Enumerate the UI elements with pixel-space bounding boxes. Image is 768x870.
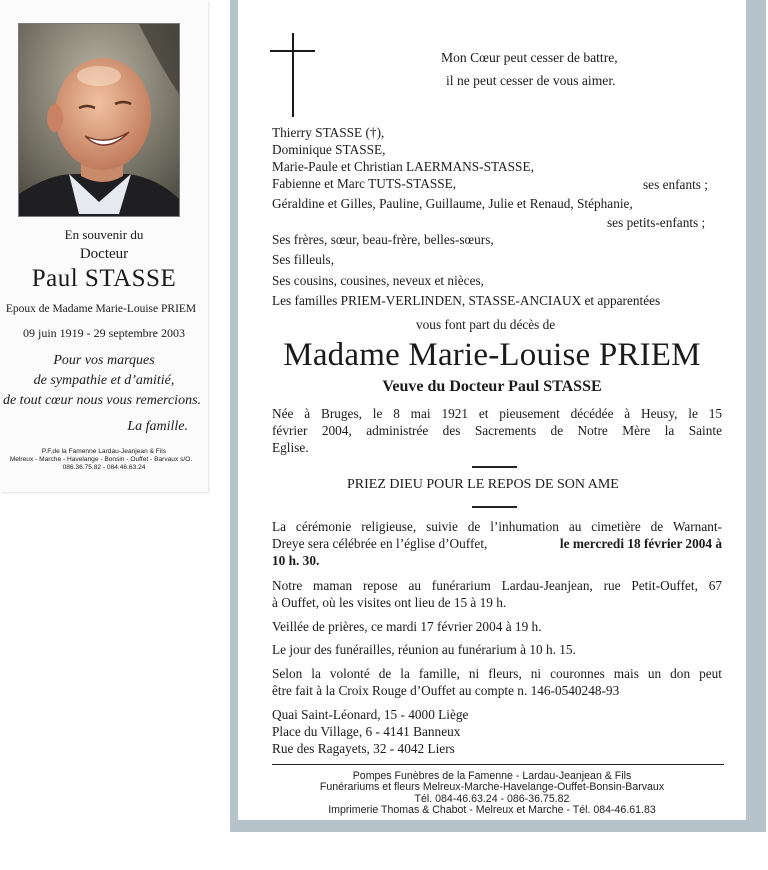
spouse-text: Epoux de Madame Marie-Louise PRIEM xyxy=(5,303,197,315)
printer-line: Melreux - Marche - Havelange - Bonsin - Ouffet - Barvaux s/O. xyxy=(9,456,193,463)
family-line: Ses cousins, cousines, neveux et nièces, xyxy=(272,273,484,288)
family-line: Ses filleuls, xyxy=(272,252,335,267)
thanks-line: de tout cœur nous vous remercions. xyxy=(2,393,202,408)
birth-text: Née à Bruges, le 8 mai 1921 et pieusement décédée à Heusy, le 15 xyxy=(272,406,722,421)
wishes-text: Selon la volonté de la famille, ni fleurs, ni couronnes mais un don peut xyxy=(272,666,722,681)
wishes-text: être fait à la Croix Rouge d’Ouffet au compte n. 146-0540248-93 xyxy=(272,683,620,698)
ceremony-time: 10 h. 30. xyxy=(272,553,320,568)
child-name: Dominique STASSE, xyxy=(272,142,386,157)
ceremony-datetime: le mercredi 18 février 2004 à xyxy=(559,536,722,551)
footer-printer-info xyxy=(238,771,746,817)
meeting-text: Le jour des funérailles, réunion au funérarium à 10 h. 15. xyxy=(272,642,576,657)
thanks-line: Pour vos marques xyxy=(53,353,155,368)
divider xyxy=(472,506,517,508)
deceased-subtitle: Veuve du Docteur Paul STASSE xyxy=(382,378,602,395)
life-dates: 09 juin 1919 - 29 septembre 2003 xyxy=(23,326,185,340)
child-name: Marie-Paule et Christian LAERMANS-STASSE, xyxy=(272,159,534,174)
family-line: Les familles PRIEM-VERLINDEN, STASSE-ANCIAUX et apparentées xyxy=(272,293,661,308)
family-line: Ses frères, sœur, beau-frère, belles-sœurs, xyxy=(272,232,494,247)
birth-text: Eglise. xyxy=(272,440,309,455)
cross-icon xyxy=(292,33,294,117)
title-text: Docteur xyxy=(79,246,129,262)
prayer-text: PRIEZ DIEU POUR LE REPOS DE SON AME xyxy=(347,477,619,492)
funeral-home-text: à Ouffet, où les visites ont lieu de 15 à 19 h. xyxy=(272,595,507,610)
footer-line: Funérariums et fleurs Melreux-Marche-Havelange-Ouffet-Bonsin-Barvaux xyxy=(319,781,665,794)
child-name: Fabienne et Marc TUTS-STASSE, xyxy=(272,176,457,191)
grandchildren-names: Géraldine et Gilles, Pauline, Guillaume, Julie et Renaud, Stéphanie, xyxy=(272,196,633,211)
footer-line: Tél. 084-46.63.24 - 086-36.75.82 xyxy=(414,792,570,805)
children-label: ses enfants ; xyxy=(643,177,708,192)
ceremony-text-row xyxy=(272,536,722,552)
portrait-illustration xyxy=(19,24,179,216)
portrait-photo xyxy=(18,23,180,217)
ceremony-text: Dreye sera célébrée en l’église d’Ouffet, xyxy=(272,536,488,551)
vigil-text: Veillée de prières, ce mardi 17 février 2004 à 19 h. xyxy=(272,619,542,634)
signature-text: La famille. xyxy=(127,419,188,434)
address-line: Quai Saint-Léonard, 15 - 4000 Liège xyxy=(272,707,469,722)
verse-line: il ne peut cesser de vous aimer. xyxy=(446,73,616,88)
announcement-intro: vous font part du décès de xyxy=(416,317,556,332)
memorial-card xyxy=(0,0,208,492)
ceremony-text: La cérémonie religieuse, suivie de l’inhumation au cimetière de Warnant- xyxy=(272,519,722,534)
footer-divider xyxy=(272,764,724,765)
footer-line: Pompes Funèbres de la Famenne - Lardau-Jeanjean & Fils xyxy=(352,770,632,782)
divider xyxy=(472,466,517,468)
in-memory-text: En souvenir du xyxy=(64,227,144,242)
birth-text: février 2004, administrée des Sacrements de Notre Mère la Sainte xyxy=(272,423,722,438)
funeral-home-text: Notre maman repose au funérarium Lardau-Jeanjean, rue Petit-Ouffet, 67 xyxy=(272,578,722,593)
printer-line: 086.36.75.82 - 084.46.63.24 xyxy=(62,464,146,471)
verse-line: Mon Cœur peut cesser de battre, xyxy=(441,50,618,65)
deceased-name: Paul STASSE xyxy=(31,265,177,292)
child-name: Thierry STASSE (†), xyxy=(272,125,385,140)
footer-line: Imprimerie Thomas & Chabot - Melreux et Marche - Tél. 084-46.61.83 xyxy=(328,804,656,817)
address-line: Place du Village, 6 - 4141 Banneux xyxy=(272,724,461,739)
deceased-heading: Madame Marie-Louise PRIEM xyxy=(283,337,701,373)
address-line: Rue des Ragayets, 32 - 4042 Liers xyxy=(272,741,455,756)
printer-line: P.F.de la Famenne Lardau-Jeanjean & Fils xyxy=(41,448,167,455)
cross-icon-bar xyxy=(270,50,315,52)
grandchildren-label: ses petits-enfants ; xyxy=(607,215,706,230)
thanks-line: de sympathie et d’amitié, xyxy=(33,373,175,388)
